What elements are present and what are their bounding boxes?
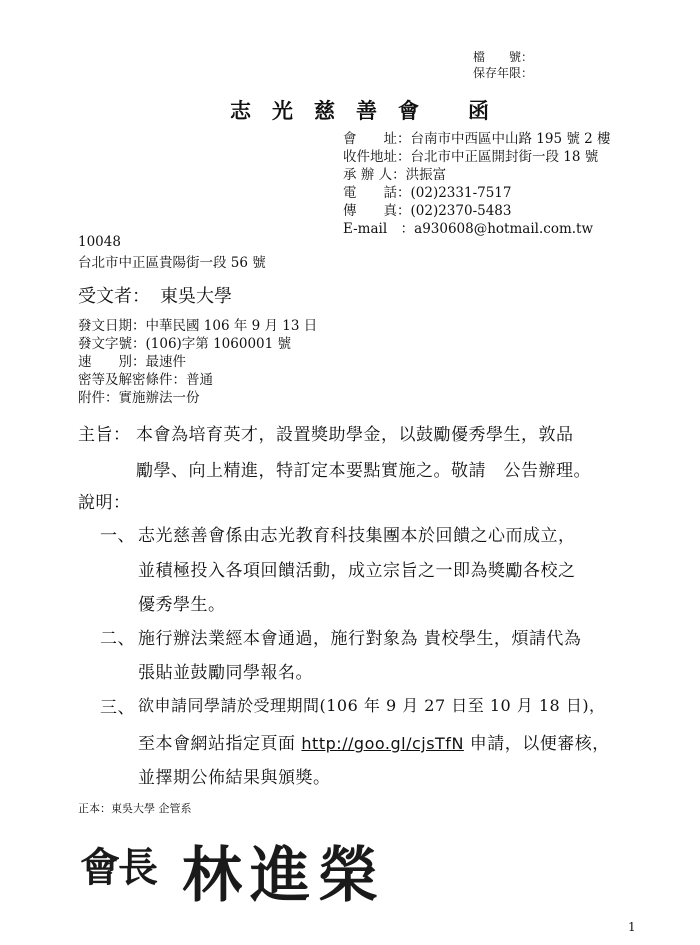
contact-line bbox=[343, 127, 611, 147]
issue-attachment: 附件：實施辦法一份 bbox=[78, 390, 200, 406]
recipient-name: 東吳大學 bbox=[160, 286, 232, 307]
contact-label: 收件地址 bbox=[343, 149, 397, 165]
contact-value: ：洪振富 bbox=[392, 167, 447, 183]
title-char: 光 bbox=[272, 98, 294, 123]
signature-title: 會長 bbox=[80, 844, 156, 891]
contact-value: ：a930608@hotmail.com.tw bbox=[387, 221, 594, 237]
document-title bbox=[0, 95, 700, 125]
item-line: 優秀學生。 bbox=[138, 595, 226, 615]
postal-code: 10048 bbox=[78, 234, 121, 250]
issue-date: 發文日期：中華民國 106 年 9 月 13 日 bbox=[78, 318, 318, 334]
title-char: 慈 bbox=[314, 98, 336, 123]
page-number: 1 bbox=[628, 920, 636, 934]
contact-label: 傳 真 bbox=[343, 203, 397, 219]
contact-label: E-mail bbox=[343, 221, 388, 237]
contact-value: ：台南市中西區中山路 195 號 2 樓 bbox=[397, 131, 611, 147]
contact-value: ：(02)2331-7517 bbox=[397, 185, 512, 201]
contact-value: ：(02)2370-5483 bbox=[397, 203, 512, 219]
contact-label: 承 辦 人 bbox=[343, 167, 393, 183]
item-text: 至本會網站指定頁面 bbox=[138, 734, 302, 754]
item-line: 志光慈善會係由志光教育科技集團本於回饋之心而成立， bbox=[138, 526, 576, 546]
signature-name: 林進榮 bbox=[182, 841, 386, 911]
title-char: 善 bbox=[356, 98, 378, 123]
recipient-label: 受文者： bbox=[78, 286, 150, 307]
title-char: 會 bbox=[398, 98, 420, 123]
subject-label: 主旨： bbox=[78, 425, 131, 445]
item-number: 三、 bbox=[100, 698, 135, 718]
item-text: 申請，以便審核， bbox=[463, 734, 610, 754]
application-url-link[interactable]: http://goo.gl/cjsTfN bbox=[301, 734, 464, 753]
item-line: 並積極投入各項回饋活動，成立宗旨之一即為獎勵各校之 bbox=[138, 561, 576, 581]
contact-label: 電 話 bbox=[343, 185, 397, 201]
item-line: 並擇期公佈結果與頒獎。 bbox=[138, 768, 331, 788]
subject-line: 本會為培育英才，設置獎助學金，以鼓勵優秀學生，敦品 bbox=[136, 425, 574, 445]
title-char: 函 bbox=[468, 98, 490, 123]
contact-line bbox=[343, 145, 598, 165]
recipient-street: 台北市中正區貴陽街一段 56 號 bbox=[78, 255, 266, 271]
explanation-label: 說明： bbox=[78, 493, 131, 513]
retention-label: 保存年限： bbox=[473, 66, 534, 80]
recipient-line bbox=[78, 282, 232, 308]
issue-number: 發文字號：(106)字第 1060001 號 bbox=[78, 336, 292, 352]
item-number: 二、 bbox=[100, 629, 135, 649]
item-line bbox=[138, 729, 610, 754]
subject-line: 勵學、向上精進，特訂定本要點實施之。敬請 公告辦理。 bbox=[136, 461, 591, 481]
contact-line bbox=[343, 199, 512, 219]
contact-label: 會 址 bbox=[343, 131, 397, 147]
contact-value: ：台北市中正區開封街一段 18 號 bbox=[397, 149, 599, 165]
file-number-label: 檔 號： bbox=[473, 50, 534, 64]
item-line: 施行辦法業經本會通過，施行對象為 貴校學生，煩請代為 bbox=[138, 629, 582, 649]
contact-line bbox=[343, 163, 446, 183]
title-char: 志 bbox=[230, 98, 252, 123]
issue-speed: 速 別：最速件 bbox=[78, 354, 186, 370]
issue-security: 密等及解密條件：普通 bbox=[78, 372, 213, 388]
contact-line bbox=[343, 181, 512, 201]
item-line: 張貼並鼓勵同學報名。 bbox=[138, 663, 313, 683]
contact-line bbox=[343, 217, 593, 237]
copy-to: 正本：東吳大學 企管系 bbox=[78, 802, 192, 815]
item-number: 一、 bbox=[100, 526, 135, 546]
item-line: 欲申請同學請於受理期間(106 年 9 月 27 日至 10 月 18 日)， bbox=[138, 696, 606, 715]
